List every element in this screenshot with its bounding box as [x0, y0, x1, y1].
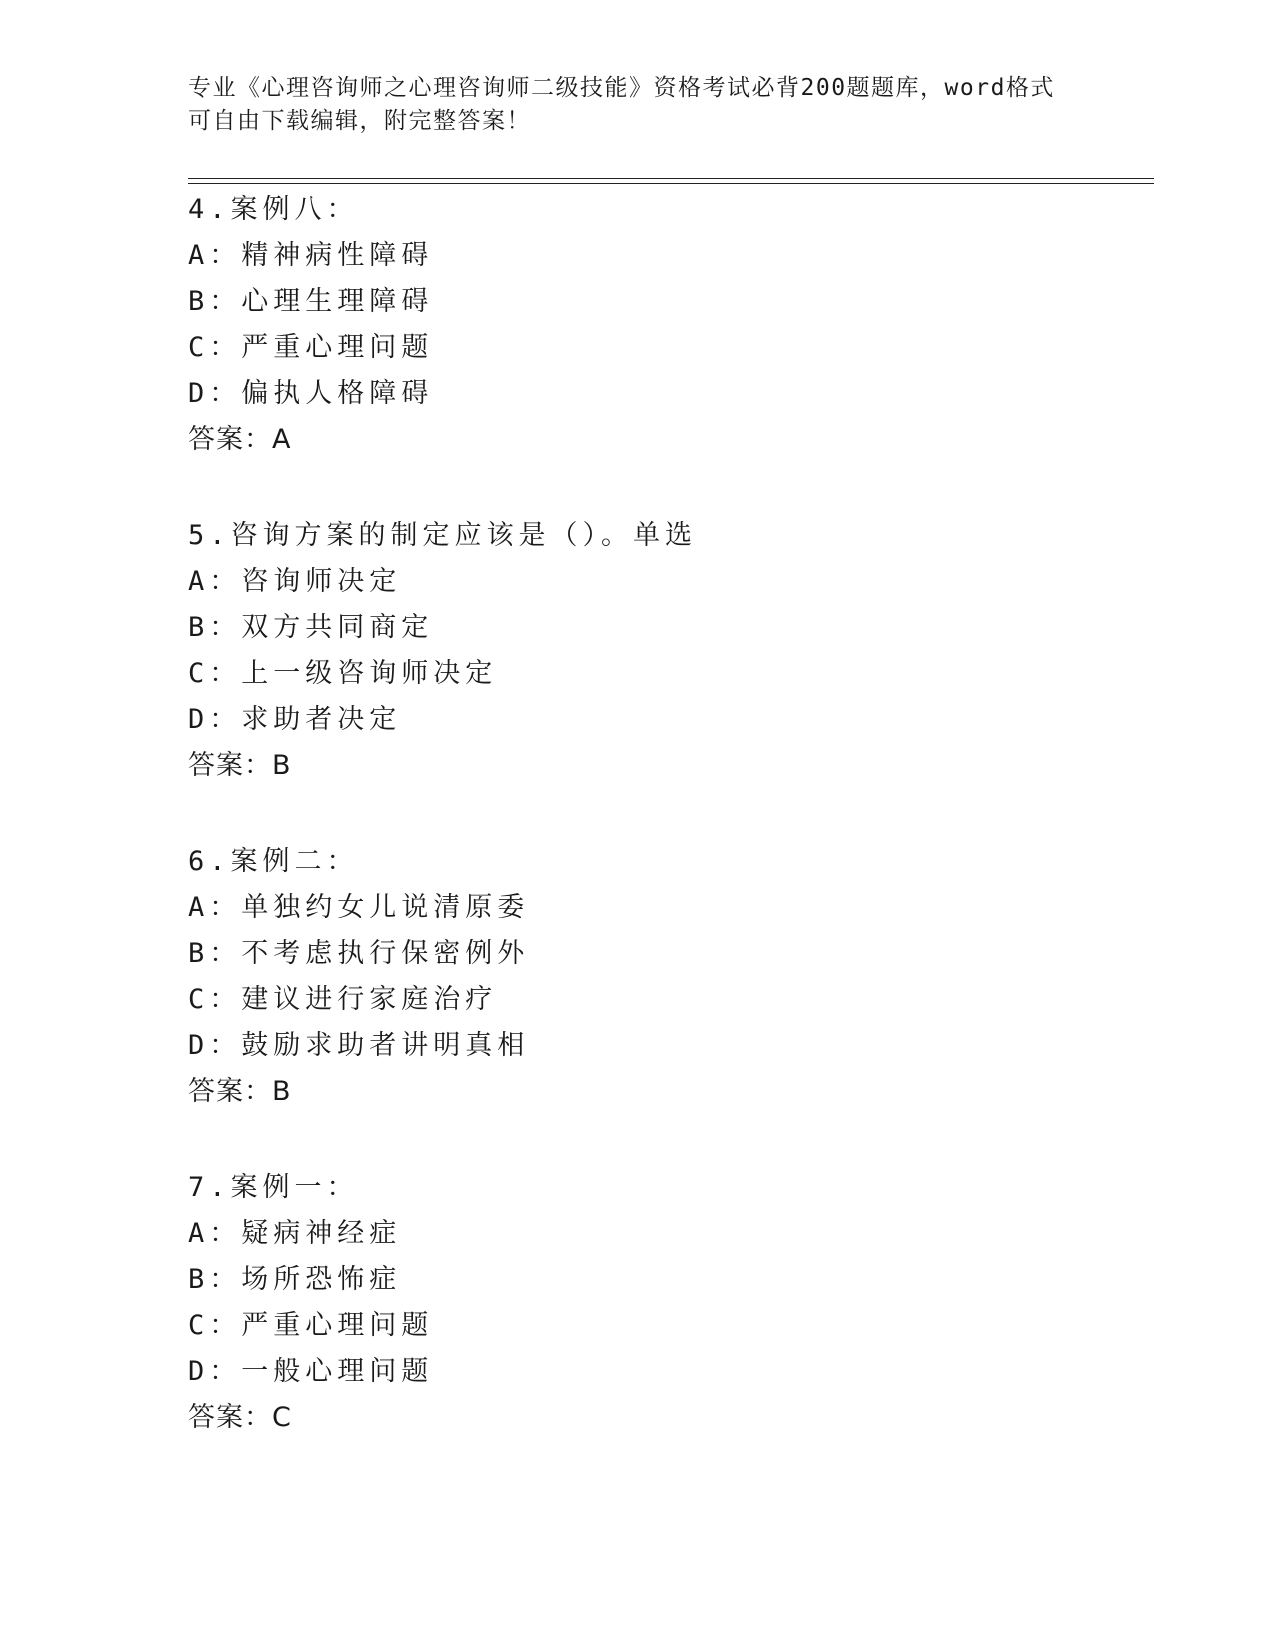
- option-a: A：疑病神经症: [188, 1218, 402, 1249]
- option-d: D：一般心理问题: [188, 1356, 434, 1387]
- option-d: D：鼓励求助者讲明真相: [188, 1030, 530, 1061]
- question-stem: 4.案例八：: [188, 194, 359, 225]
- answer-line: 答案：B: [188, 750, 292, 781]
- option-c: C：严重心理问题: [188, 1310, 434, 1341]
- answer-line: 答案：B: [188, 1076, 292, 1107]
- question-item: [188, 187, 1148, 463]
- option-d: D：求助者决定: [188, 704, 402, 735]
- question-list: [188, 187, 1148, 1491]
- question-stem: 6.案例二：: [188, 846, 359, 877]
- option-a: A：单独约女儿说清原委: [188, 892, 530, 923]
- option-d: D：偏执人格障碍: [188, 378, 434, 409]
- question-item: [188, 839, 1148, 1115]
- option-b: B：场所恐怖症: [188, 1264, 402, 1295]
- option-c: C：建议进行家庭治疗: [188, 984, 498, 1015]
- question-item: [188, 513, 1148, 789]
- option-c: C：上一级咨询师决定: [188, 658, 498, 689]
- option-a: A：咨询师决定: [188, 566, 402, 597]
- option-c: C：严重心理问题: [188, 332, 434, 363]
- question-stem: 7.案例一：: [188, 1172, 359, 1203]
- question-stem: 5.咨询方案的制定应该是（）。单选: [188, 520, 698, 551]
- header-divider-bottom: [188, 183, 1154, 184]
- option-b: B：不考虑执行保密例外: [188, 938, 530, 969]
- option-b: B：双方共同商定: [188, 612, 434, 643]
- option-b: B：心理生理障碍: [188, 286, 434, 317]
- question-item: [188, 1165, 1148, 1441]
- header-line-2: 可自由下载编辑，附完整答案！: [188, 108, 531, 134]
- answer-line: 答案：A: [188, 424, 292, 455]
- header-divider-top: [188, 178, 1154, 179]
- answer-line: 答案：C: [188, 1402, 292, 1433]
- document-header: [188, 72, 1088, 138]
- header-line-1: 专业《心理咨询师之心理咨询师二级技能》资格考试必背200题题库，word格式: [188, 75, 1055, 101]
- option-a: A：精神病性障碍: [188, 240, 434, 271]
